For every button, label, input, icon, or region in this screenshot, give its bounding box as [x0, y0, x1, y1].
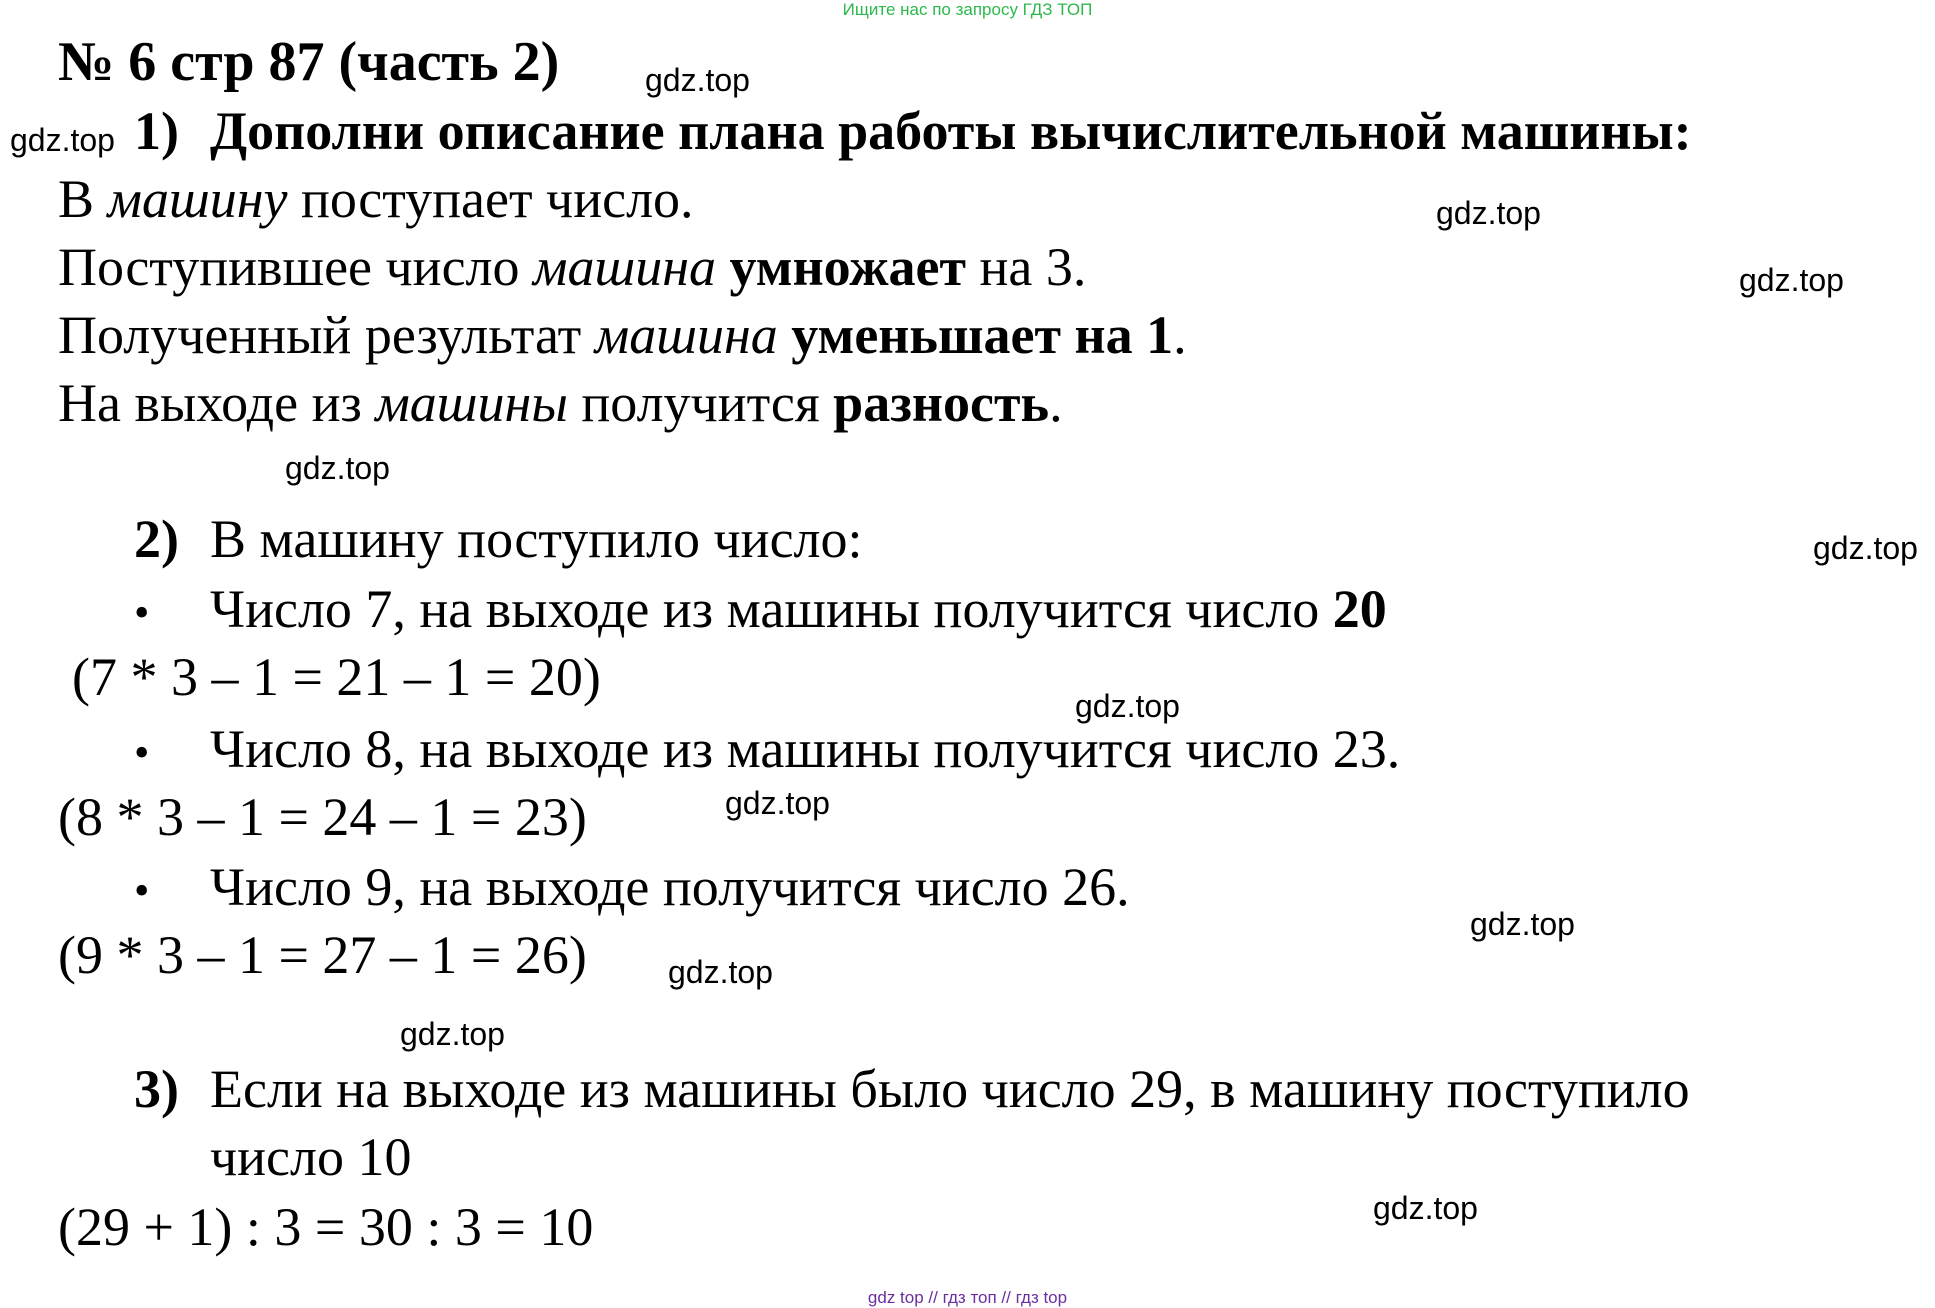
text: Число 8, на выходе из машины получится число 23.	[210, 719, 1401, 779]
part2-item-2-calc: (8 * 3 – 1 = 24 – 1 = 23)	[58, 787, 587, 847]
text: Число 7, на выходе из машины получится число	[210, 579, 1333, 639]
italic-text: машина	[594, 305, 778, 365]
text: В	[58, 169, 108, 229]
part1-number: 1)	[134, 101, 179, 161]
text: .	[1173, 305, 1187, 365]
part2-item-3	[134, 856, 1130, 918]
text: На выходе из	[58, 373, 376, 433]
part2-heading	[134, 508, 862, 570]
part2-number: 2)	[134, 509, 179, 569]
part1-line-1	[58, 168, 694, 230]
part2-item-1-calc: (7 * 3 – 1 = 21 – 1 = 20)	[72, 647, 601, 707]
part1-line-2	[58, 236, 1086, 298]
bullet-icon: •	[134, 588, 150, 637]
footer-links: gdz top // гдз топ // гдз top	[867, 1288, 1068, 1307]
watermark: gdz.top	[285, 450, 390, 486]
bold-text: разность	[833, 373, 1050, 433]
bold-text: умножает	[729, 237, 966, 297]
text	[778, 305, 792, 365]
bullet-icon: •	[134, 728, 150, 777]
text: Если на выходе из машины было число 29, в машину поступило	[210, 1059, 1690, 1119]
part1-line-4	[58, 372, 1063, 434]
watermark: gdz.top	[1075, 688, 1180, 724]
page-title: № 6 стр 87 (часть 2)	[58, 31, 560, 93]
text: на 3.	[966, 237, 1087, 297]
text	[716, 237, 730, 297]
italic-text: машина	[532, 237, 716, 297]
italic-text: машины	[375, 373, 568, 433]
watermark: gdz.top	[668, 954, 773, 990]
watermark: gdz.top	[1813, 530, 1918, 566]
watermark: gdz.top	[1436, 195, 1541, 231]
watermark: gdz.top	[725, 785, 830, 821]
part3-line-1	[134, 1058, 1690, 1120]
text: Полученный результат	[58, 305, 595, 365]
part3-calc: (29 + 1) : 3 = 30 : 3 = 10	[58, 1197, 594, 1257]
text: Поступившее число	[58, 237, 533, 297]
watermark: gdz.top	[645, 62, 750, 98]
part1-heading-text: Дополни описание плана работы вычислительной машины:	[210, 101, 1692, 161]
watermark: gdz.top	[1470, 906, 1575, 942]
part1-line-3	[58, 304, 1187, 366]
part2-heading-text: В машину поступило число:	[210, 509, 863, 569]
part2-item-2	[134, 718, 1400, 780]
part3-number: 3)	[134, 1059, 179, 1119]
bold-text: 20	[1332, 579, 1387, 639]
part2-item-3-calc: (9 * 3 – 1 = 27 – 1 = 26)	[58, 925, 587, 985]
text: .	[1049, 373, 1063, 433]
watermark: gdz.top	[1739, 262, 1844, 298]
text: получится	[567, 373, 834, 433]
bold-text: уменьшает на 1	[791, 305, 1174, 365]
text: Число 9, на выходе получится число 26.	[210, 857, 1130, 917]
watermark: gdz.top	[10, 122, 115, 158]
part3-line-2: число 10	[210, 1127, 412, 1187]
italic-text: машину	[107, 169, 288, 229]
top-banner: Ищите нас по запросу ГДЗ ТОП	[842, 0, 1093, 19]
watermark: gdz.top	[400, 1016, 505, 1052]
bullet-icon: •	[134, 866, 150, 915]
part2-item-1	[134, 578, 1387, 640]
part1-heading	[134, 100, 1692, 162]
text: поступает число.	[287, 169, 694, 229]
watermark: gdz.top	[1373, 1190, 1478, 1226]
